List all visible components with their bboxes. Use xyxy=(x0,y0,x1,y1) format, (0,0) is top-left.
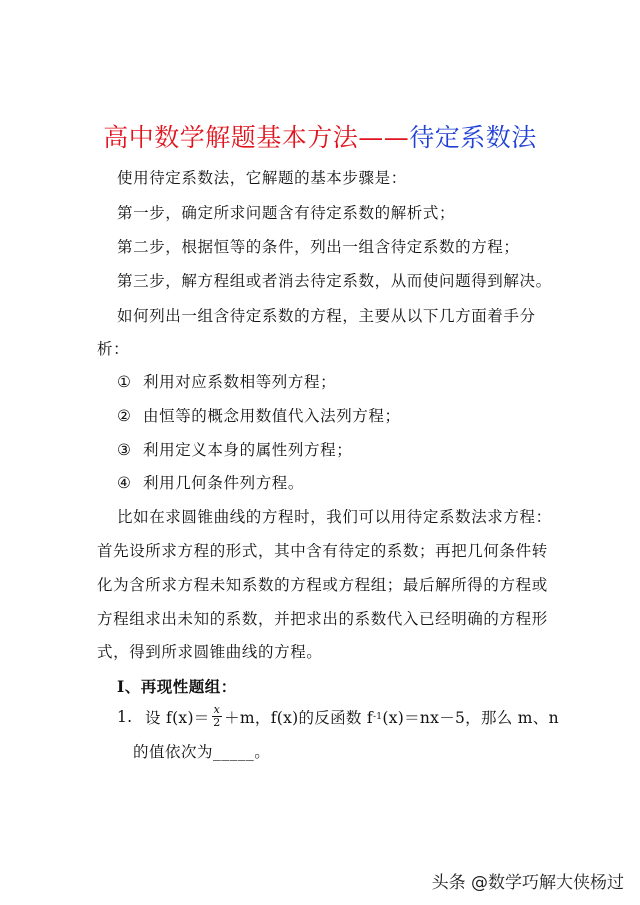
fraction-numerator: x xyxy=(213,703,221,716)
item-number: ① xyxy=(117,373,132,391)
problem-text-post: (x)＝nx－5，那么 m、n xyxy=(382,708,559,727)
title-method: 待定系数法 xyxy=(409,123,537,152)
paragraph-line: 比如在求圆锥曲线的方程时，我们可以用待定系数法求方程： xyxy=(117,508,552,526)
item-number: ② xyxy=(117,407,132,425)
list-item xyxy=(117,473,304,493)
item-text: 利用几何条件列方程。 xyxy=(143,474,305,492)
paragraph-line: 方程组求出未知的系数，并把求出的系数代入已经明确的方程形 xyxy=(97,610,548,628)
item-text: 利用对应系数相等列方程； xyxy=(143,373,337,391)
fraction xyxy=(212,704,223,729)
step-one: 第一步，确定所求问题含有待定系数的解析式； xyxy=(117,204,456,222)
watermark: 头条 @数学巧解大侠杨过 xyxy=(431,873,624,893)
list-item xyxy=(117,406,401,426)
intro-line: 使用待定系数法，它解题的基本步骤是： xyxy=(117,169,407,187)
paragraph-line: 首先设所求方程的形式，其中含有待定的系数；再把几何条件转 xyxy=(97,542,548,560)
paragraph-line: 化为含所求方程未知系数的方程或方程组；最后解所得的方程或 xyxy=(97,576,548,594)
how-to-line: 如何列出一组含待定系数的方程，主要从以下几方面着手分 xyxy=(117,307,536,325)
step-two: 第二步，根据恒等的条件，列出一组含待定系数的方程； xyxy=(117,238,520,256)
fraction-denominator: 2 xyxy=(213,716,221,729)
problem-text-pre: 设 f(x)＝ xyxy=(145,708,210,727)
page-title xyxy=(0,118,640,154)
problem-1 xyxy=(117,704,559,729)
section-heading: Ⅰ、再现性题组： xyxy=(117,677,237,696)
paragraph-line: 式，得到所求圆锥曲线的方程。 xyxy=(97,643,323,661)
step-three: 第三步，解方程组或者消去待定系数，从而使问题得到解决。 xyxy=(117,272,552,290)
inverse-superscript: -1 xyxy=(372,711,383,722)
problem-1-line-2: 的值依次为_____。 xyxy=(133,743,271,761)
title-main: 高中数学解题基本方法 xyxy=(103,123,359,152)
list-item xyxy=(117,440,352,460)
item-number: ④ xyxy=(117,474,132,492)
how-to-line-cont: 析： xyxy=(97,340,130,358)
item-text: 由恒等的概念用数值代入法列方程； xyxy=(143,407,401,425)
item-text: 利用定义本身的属性列方程； xyxy=(143,441,353,459)
item-number: ③ xyxy=(117,441,132,459)
title-dash: —— xyxy=(358,123,410,152)
problem-text-mid: ＋m，f(x)的反函数 f xyxy=(224,708,373,727)
problem-number: 1. xyxy=(117,707,133,726)
list-item xyxy=(117,372,336,392)
